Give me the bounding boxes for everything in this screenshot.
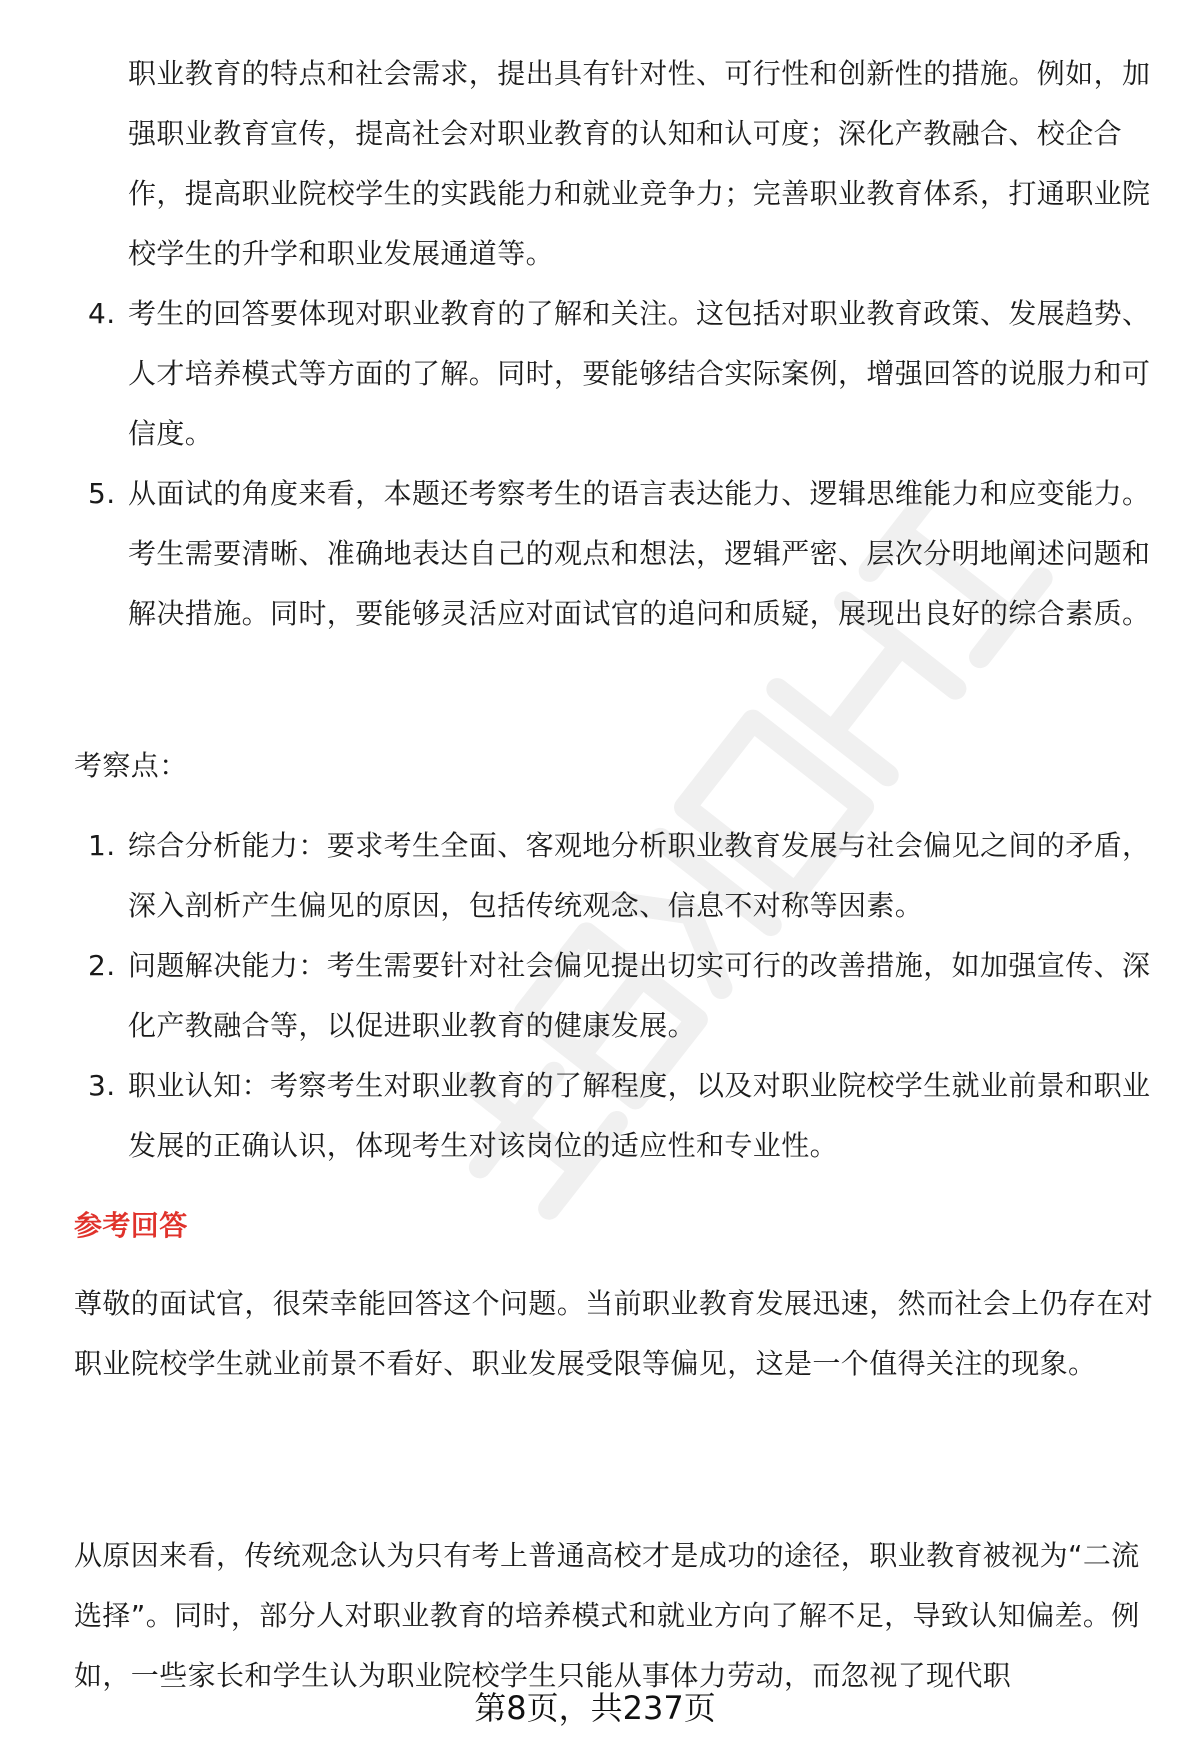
list-item-text: 考生的回答要体现对职业教育的了解和关注。这包括对职业教育政策、发展趋势、人才培养模式等方面的了解。同时，要能够结合实际案例，增强回答的说服力和可信度。 <box>128 297 1151 450</box>
list-item-number: 4. <box>88 297 116 330</box>
answer-section-title: 参考回答 <box>74 1209 188 1242</box>
page-number-footer: 第8页，共237页 <box>474 1689 716 1727</box>
points-heading: 考察点： <box>74 749 188 782</box>
list-item-number: 3. <box>88 1069 116 1102</box>
list-item-text: 从面试的角度来看，本题还考察考生的语言表达能力、逻辑思维能力和应变能力。考生需要清晰、准确地表达自己的观点和想法，逻辑严密、层次分明地阐述问题和解决措施。同时，要能够灵活应对面试官的追问和质疑，展现出良好的综合素质。 <box>128 477 1151 630</box>
list-item <box>0 1056 1158 1176</box>
list-item <box>0 284 1158 464</box>
list-item <box>0 816 1158 936</box>
analysis-list <box>0 284 1190 644</box>
list-item <box>0 936 1158 1056</box>
answer-paragraph: 从原因来看，传统观念认为只有考上普通高校才是成功的途径，职业教育被视为“二流选择”。同时，部分人对职业教育的培养模式和就业方向了解不足，导致认知偏差。例如，一些家长和学生认为职业院校学生只能从事体力劳动，而忽视了现代职 <box>74 1539 1140 1692</box>
list-item-number: 5. <box>88 477 116 510</box>
list-item-number: 1. <box>88 829 116 862</box>
list-item-text: 问题解决能力：考生需要针对社会偏见提出切实可行的改善措施，如加强宣传、深化产教融合等，以促进职业教育的健康发展。 <box>128 949 1151 1042</box>
points-list <box>0 816 1190 1176</box>
list-item-text: 职业认知：考察考生对职业教育的了解程度，以及对职业院校学生就业前景和职业发展的正确认识，体现考生对该岗位的适应性和专业性。 <box>128 1069 1151 1162</box>
list-item-text: 综合分析能力：要求考生全面、客观地分析职业教育发展与社会偏见之间的矛盾，深入剖析产生偏见的原因，包括传统观念、信息不对称等因素。 <box>128 829 1151 922</box>
answer-paragraph: 尊敬的面试官，很荣幸能回答这个问题。当前职业教育发展迅速，然而社会上仍存在对职业院校学生就业前景不看好、职业发展受限等偏见，这是一个值得关注的现象。 <box>74 1287 1154 1380</box>
list-item <box>0 464 1158 644</box>
continued-paragraph: 职业教育的特点和社会需求，提出具有针对性、可行性和创新性的措施。例如，加强职业教育宣传，提高社会对职业教育的认知和认可度；深化产教融合、校企合作，提高职业院校学生的实践能力和就业竞争力；完善职业教育体系，打通职业院校学生的升学和职业发展通道等。 <box>128 57 1151 270</box>
list-item-number: 2. <box>88 949 116 982</box>
